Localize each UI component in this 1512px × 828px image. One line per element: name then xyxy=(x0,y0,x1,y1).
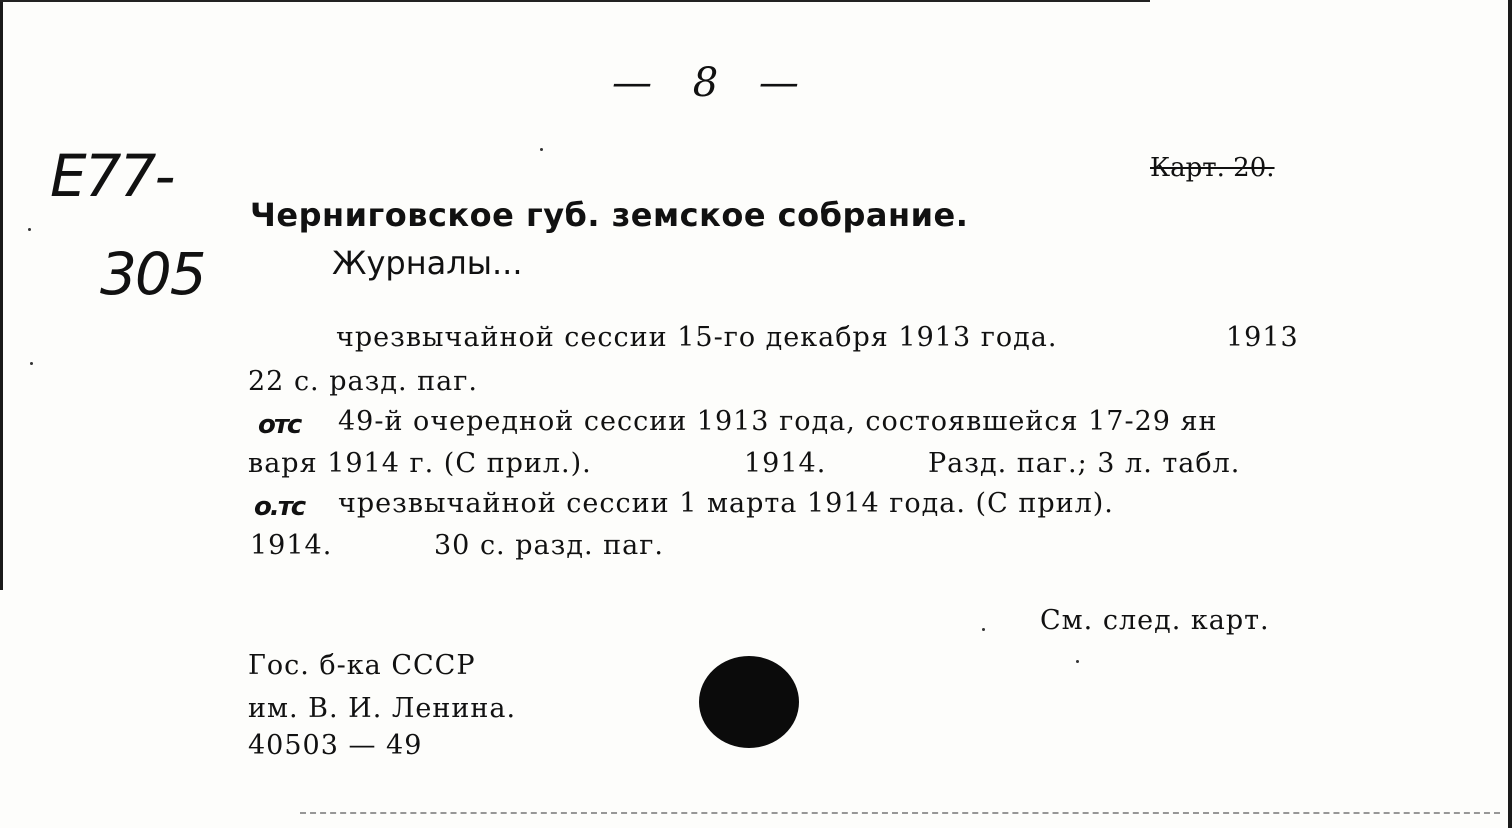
shelf-mark-line-1: E77- xyxy=(50,142,174,210)
entry-3-year: 1914. xyxy=(250,530,333,561)
speck xyxy=(28,228,31,231)
card-top-edge xyxy=(0,0,1150,2)
page-number: — 8 — xyxy=(612,60,813,106)
card-right-edge xyxy=(1508,0,1512,828)
entry-1-year: 1913 xyxy=(1226,322,1299,353)
speck xyxy=(30,362,33,365)
library-named-after: им. В. И. Ленина. xyxy=(248,693,517,724)
continuation-note: См. след. карт. xyxy=(1040,605,1270,636)
punch-hole xyxy=(699,656,799,748)
speck xyxy=(1076,660,1079,663)
card-heading: Черниговское губ. земское собрание. xyxy=(250,196,969,234)
entry-1-line-1: чрезвычайной сессии 15-го декабря 1913 года. xyxy=(336,322,1058,353)
card-reference-struck: Карт. 20. xyxy=(1150,153,1275,183)
speck xyxy=(982,628,985,631)
entry-3-mark: о.тс xyxy=(254,492,305,522)
card-left-edge xyxy=(0,0,3,590)
entry-2-mark: отс xyxy=(258,410,301,440)
entry-3-line-1: чрезвычайной сессии 1 марта 1914 года. (С прил). xyxy=(338,488,1114,519)
shelf-mark-line-2: 305 xyxy=(100,240,205,308)
entry-2-line-1: 49-й очередной сессии 1913 года, состоявшейся 17-29 ян xyxy=(338,406,1218,437)
entry-2-year: 1914. xyxy=(744,448,827,479)
entry-1-line-2: 22 с. разд. паг. xyxy=(248,366,478,397)
entry-2-line-3: Разд. паг.; 3 л. табл. xyxy=(928,448,1241,479)
card-subheading: Журналы... xyxy=(332,244,523,282)
speck xyxy=(540,148,543,151)
library-order-number: 40503 — 49 xyxy=(248,730,423,761)
entry-3-line-2: 30 с. разд. паг. xyxy=(434,530,664,561)
library-name: Гос. б-ка СССР xyxy=(248,650,476,681)
card-bottom-edge xyxy=(300,812,1500,814)
entry-2-line-2: варя 1914 г. (С прил.). xyxy=(248,448,592,479)
